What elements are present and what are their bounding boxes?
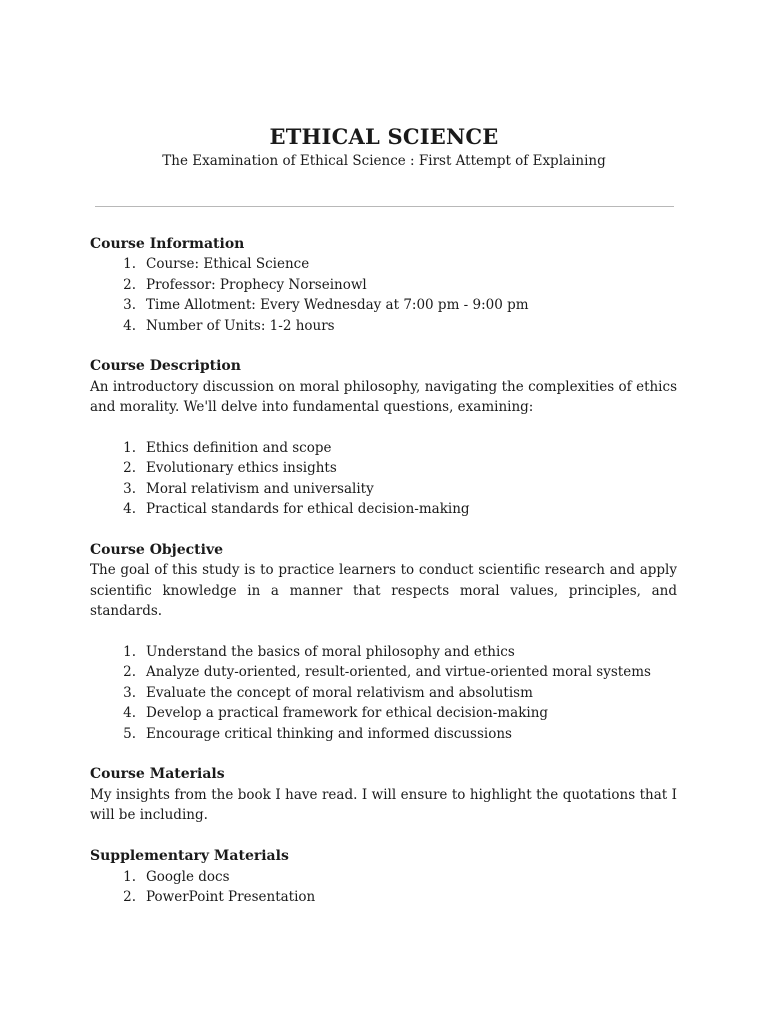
section-course-description	[90, 356, 677, 519]
list-item-text: Encourage critical thinking and informed discussions	[146, 725, 512, 742]
list-item-text: Course: Ethical Science	[146, 256, 310, 273]
list-item	[90, 254, 677, 274]
list-number: 3.	[123, 297, 136, 314]
list-number: 3.	[123, 480, 136, 497]
list-item	[90, 316, 677, 336]
document-subtitle: The Examination of Ethical Science : First Attempt of Explaining	[162, 153, 606, 169]
list-item	[90, 642, 677, 662]
list-number: 2.	[123, 888, 136, 905]
list-item-text: Professor: Prophecy Norseinowl	[146, 276, 367, 293]
list-number: 2.	[123, 460, 136, 477]
list-item	[90, 724, 677, 744]
list-item-text: Analyze duty-oriented, result-oriented, and virtue-oriented moral systems	[146, 664, 651, 681]
course-objective-list	[90, 642, 677, 744]
list-item-text: Evolutionary ethics insights	[146, 460, 337, 477]
section-heading: Supplementary Materials	[90, 848, 289, 865]
list-item	[90, 703, 677, 723]
list-number: 4.	[123, 501, 136, 518]
section-paragraph: An introductory discussion on moral philosophy, navigating the complexities of ethics and morality. We'll delve into fundamental questions, examining:	[90, 378, 677, 416]
list-item	[90, 662, 677, 682]
list-item-text: Evaluate the concept of moral relativism and absolutism	[146, 684, 533, 701]
list-item-text: PowerPoint Presentation	[146, 888, 316, 905]
list-number: 2.	[123, 664, 136, 681]
section-paragraph: The goal of this study is to practice learners to conduct scientific research and apply scientific knowledge in a manner that respects moral values, principles, and standards.	[90, 562, 677, 620]
list-number: 2.	[123, 276, 136, 293]
horizontal-divider	[95, 206, 674, 207]
list-item	[90, 683, 677, 703]
list-item-text: Time Allotment: Every Wednesday at 7:00 pm - 9:00 pm	[146, 297, 529, 314]
document-title: ETHICAL SCIENCE	[269, 124, 499, 149]
section-heading: Course Objective	[90, 542, 224, 559]
course-description-list	[90, 438, 677, 520]
list-number: 3.	[123, 684, 136, 701]
section-course-information	[90, 234, 677, 336]
list-item-text: Understand the basics of moral philosophy and ethics	[146, 644, 515, 661]
list-number: 1.	[123, 256, 136, 273]
list-item	[90, 887, 677, 907]
list-item-text: Practical standards for ethical decision-making	[146, 501, 470, 518]
course-information-list	[90, 254, 677, 336]
list-item-text: Number of Units: 1-2 hours	[146, 317, 335, 334]
list-item	[90, 275, 677, 295]
list-item	[90, 479, 677, 499]
supplementary-materials-list	[90, 867, 677, 908]
list-item	[90, 295, 677, 315]
section-supplementary-materials	[90, 846, 677, 907]
list-item	[90, 499, 677, 519]
list-number: 4.	[123, 317, 136, 334]
list-number: 1.	[123, 868, 136, 885]
list-item-text: Ethics definition and scope	[146, 440, 332, 457]
list-item	[90, 458, 677, 478]
list-item	[90, 438, 677, 458]
section-heading: Course Materials	[90, 766, 225, 783]
list-number: 5.	[123, 725, 136, 742]
section-course-materials	[90, 764, 677, 825]
section-heading: Course Information	[90, 236, 245, 252]
list-number: 4.	[123, 705, 136, 722]
list-item	[90, 867, 677, 887]
list-item-text: Develop a practical framework for ethical decision-making	[146, 705, 549, 722]
section-course-objective	[90, 540, 677, 744]
document-body	[90, 234, 677, 928]
list-number: 1.	[123, 440, 136, 457]
list-number: 1.	[123, 644, 136, 661]
list-item-text: Moral relativism and universality	[146, 480, 374, 497]
list-item-text: Google docs	[146, 868, 230, 885]
section-heading: Course Description	[90, 358, 241, 375]
section-paragraph: My insights from the book I have read. I will ensure to highlight the quotations that I will be including.	[90, 786, 677, 824]
